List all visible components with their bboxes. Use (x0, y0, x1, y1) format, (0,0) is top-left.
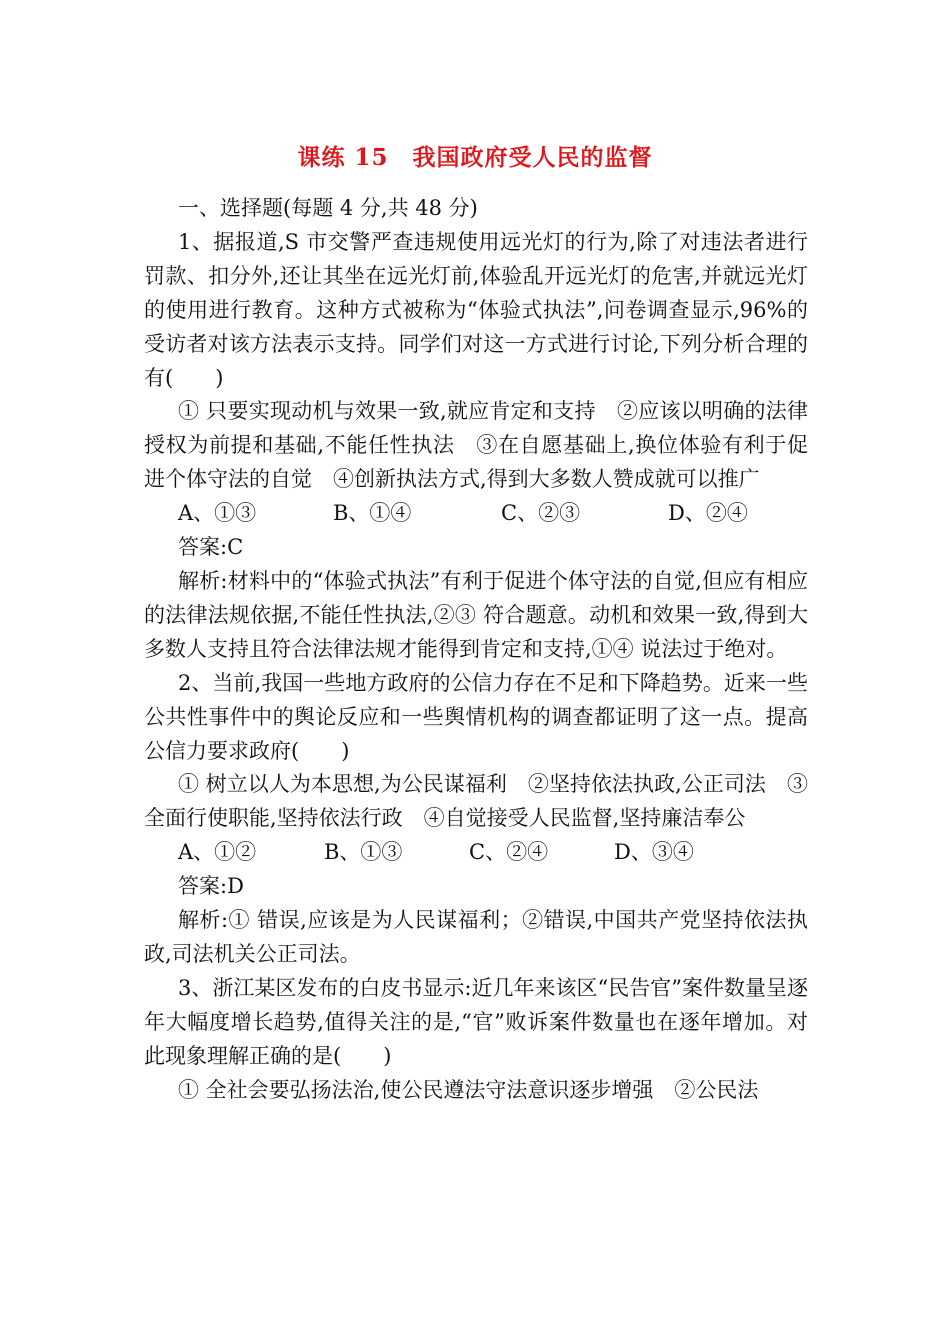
question-2-statements: ① 树立以人为本思想,为公民谋福利 ②坚持依法执政,公正司法 ③全面行使职能,坚持依法行政 ④自觉接受人民监督,坚持廉洁奉公 (144, 772, 808, 831)
question-2-options (144, 836, 808, 870)
question-2-stem: 2、当前,我国一些地方政府的公信力存在不足和下降趋势。近来一些公共性事件中的舆论反应和一些舆情机构的调查都证明了这一点。提高公信力要求政府( ) (144, 670, 808, 763)
document-body (144, 192, 808, 1107)
question-1-statements: ① 只要实现动机与效果一致,就应肯定和支持 ②应该以明确的法律授权为前提和基础,不能任性执法 ③在自愿基础上,换位体验有利于促进个体守法的自觉 ④创新执法方式,得到大多数人赞成就可以推广 (144, 399, 808, 492)
option-a: A、①② (178, 840, 257, 865)
option-b: B、①③ (324, 840, 403, 865)
question-1-analysis: 解析:材料中的“体验式执法”有利于促进个体守法的自觉,但应有相应的法律法规依据,不能任性执法,②③ 符合题意。动机和效果一致,得到大多数人支持且符合法律法规才能得到肯定和支持,①④ 说法过于绝对。 (144, 568, 808, 661)
question-3-statements: ① 全社会要弘扬法治,使公民遵法守法意识逐步增强 ②公民法 (178, 1077, 759, 1102)
question-2-answer: 答案:D (178, 874, 244, 899)
option-b: B、①④ (333, 501, 412, 526)
option-d: D、③④ (614, 840, 694, 865)
question-1-answer: 答案:C (178, 535, 244, 560)
page-title: 课练 15 我国政府受人民的监督 (297, 144, 653, 171)
question-1-stem: 1、据报道,S 市交警严查违规使用远光灯的行为,除了对违法者进行罚款、扣分外,还让其坐在远光灯前,体验乱开远光灯的危害,并就远光灯的使用进行教育。这种方式被称为“体验式执法”,问卷调查显示,96%的受访者对该方法表示支持。同学们对这一方式进行讨论,下列分析合理的有( ) (144, 229, 808, 390)
section-heading: 一、选择题(每题 4 分,共 48 分) (178, 196, 478, 220)
question-2-analysis: 解析:① 错误,应该是为人民谋福利；②错误,中国共产党坚持依法执政,司法机关公正司法。 (144, 908, 808, 966)
option-c: C、②③ (501, 501, 581, 526)
question-3-stem: 3、浙江某区发布的白皮书显示:近几年来该区“民告官”案件数量呈逐年大幅度增长趋势,值得关注的是,“官”败诉案件数量也在逐年增加。对此现象理解正确的是( ) (144, 975, 808, 1068)
option-a: A、①③ (178, 501, 257, 526)
option-c: C、②④ (469, 840, 549, 865)
question-1-options (144, 497, 808, 531)
option-d: D、②④ (668, 501, 748, 526)
